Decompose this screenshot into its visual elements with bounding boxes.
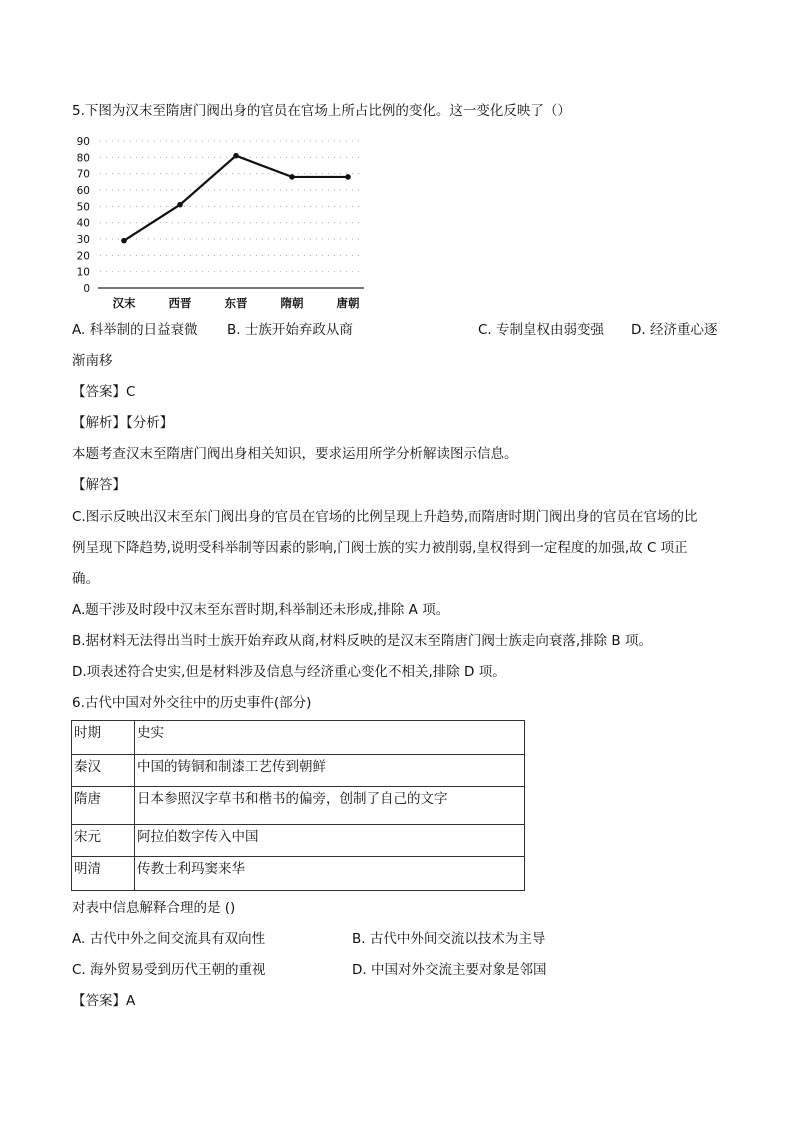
q6-option-c: C. 海外贸易受到历代王朝的重视 — [72, 962, 266, 978]
data-point — [177, 202, 183, 208]
q5-analysis-text: 本题考查汉末至隋唐门阀出身相关知识，要求运用所学分析解读图示信息。 — [72, 446, 518, 462]
data-point — [233, 153, 239, 159]
x-tick-label: 东晋 — [224, 296, 248, 310]
q5-solution-line: D.项表述符合史实,但是材料涉及信息与经济重心变化不相关,排除 D 项。 — [72, 664, 506, 680]
q5-option-b: B. 士族开始弃政从商 — [227, 322, 353, 338]
table-row — [72, 787, 525, 825]
x-tick-label: 唐朝 — [336, 296, 360, 310]
series-line — [124, 156, 348, 241]
table-cell: 阿拉伯数字传入中国 — [135, 825, 525, 857]
q6-option-b: B. 古代中外间交流以技术为主导 — [352, 931, 546, 947]
table-row — [72, 755, 525, 787]
table-cell: 宋元 — [72, 825, 135, 857]
q6-stem: 6.古代中国对外交往中的历史事件(部分) — [72, 695, 312, 711]
q6-question: 对表中信息解释合理的是 () — [72, 900, 236, 916]
table-cell: 中国的铸铜和制漆工艺传到朝鲜 — [135, 755, 525, 787]
q5-option-d-line2: 渐南移 — [72, 353, 113, 369]
q6-answer: 【答案】A — [72, 993, 136, 1009]
table-cell: 日本参照汉字草书和楷书的偏旁，创制了自己的文字 — [135, 787, 525, 825]
y-tick-label: 0 — [83, 283, 90, 295]
table-cell: 传教士利玛窦来华 — [135, 857, 525, 891]
q5-solution-heading: 【解答】 — [72, 477, 126, 493]
table-row — [72, 825, 525, 857]
q5-answer: 【答案】C — [72, 384, 136, 400]
y-tick-label: 40 — [76, 217, 90, 230]
q5-solution-line: 例呈现下降趋势,说明受科举制等因素的影响,门阀士族的实力被削弱,皇权得到一定程度的加强,故 C 项正 — [72, 540, 688, 556]
history-table — [71, 720, 525, 891]
q5-solution-line: 确。 — [72, 571, 99, 587]
table-cell: 明清 — [72, 857, 135, 891]
q5-solution-line: A.题干涉及时段中汉末至东晋时期,科举制还未形成,排除 A 项。 — [72, 602, 450, 618]
y-tick-label: 90 — [76, 136, 90, 148]
x-tick-label: 西晋 — [168, 296, 192, 310]
data-point — [345, 174, 351, 180]
y-tick-label: 20 — [76, 250, 90, 263]
table-row — [72, 857, 525, 891]
q5-analysis-heading: 【解析】【分析】 — [72, 415, 174, 431]
x-tick-label: 隋朝 — [280, 296, 304, 310]
y-tick-label: 60 — [76, 185, 90, 197]
q5-option-d-line1: D. 经济重心逐 — [631, 322, 718, 338]
q5-option-a: A. 科举制的日益衰微 — [72, 322, 198, 338]
y-tick-label: 10 — [76, 266, 90, 279]
q5-solution-line: C.图示反映出汉末至东门阀出身的官员在官场的比例呈现上升趋势,而隋唐时期门阀出身的官员在官场的比 — [72, 509, 698, 525]
x-tick-label: 汉末 — [112, 296, 136, 310]
y-tick-label: 30 — [76, 234, 90, 246]
q6-option-d: D. 中国对外交流主要对象是邻国 — [352, 962, 547, 978]
q5-solution-line: B.据材料无法得出当时士族开始弃政从商,材料反映的是汉末至隋唐门阀士族走向衰落,排除 B 项。 — [72, 633, 652, 649]
table-cell: 秦汉 — [72, 755, 135, 787]
data-point — [289, 174, 295, 180]
q5-option-c: C. 专制皇权由弱变强 — [478, 322, 605, 338]
table-cell: 隋唐 — [72, 787, 135, 825]
table-header-cell: 时期 — [72, 721, 135, 755]
line-chart — [72, 132, 372, 312]
y-tick-label: 70 — [76, 168, 90, 181]
table-header-cell: 史实 — [135, 721, 525, 755]
q6-option-a: A. 古代中外之间交流具有双向性 — [72, 931, 266, 947]
y-tick-label: 50 — [76, 201, 90, 214]
y-tick-label: 80 — [76, 152, 90, 165]
table-header-row — [72, 721, 525, 755]
q5-stem: 5.下图为汉末至隋唐门阀出身的官员在官场上所占比例的变化。这一变化反映了（） — [72, 103, 571, 119]
data-point — [121, 238, 127, 244]
